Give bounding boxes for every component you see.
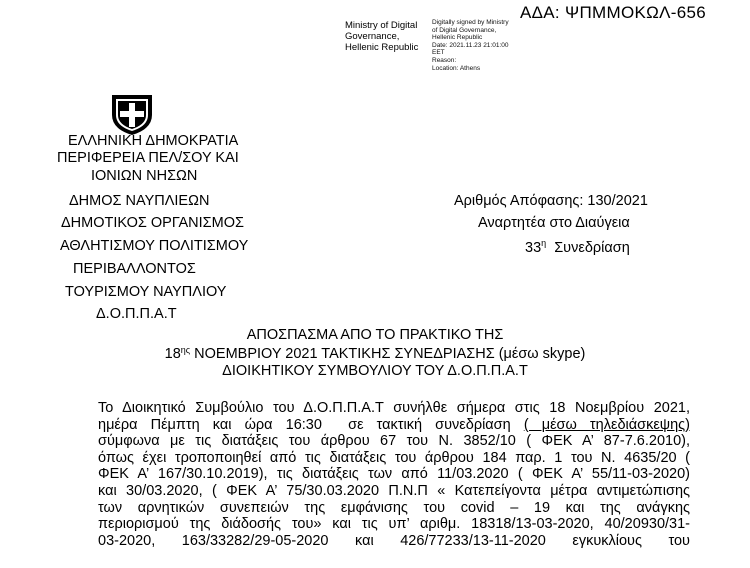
signature-organization xyxy=(345,20,418,53)
signature-detail-line: Hellenic Republic xyxy=(432,34,483,42)
teleconference-note: ( μέσω τηλεδιάσκεψης) xyxy=(523,416,690,433)
extract-title: ΑΠΟΣΠΑΣΜΑ ΑΠΟ ΤΟ ΠΡΑΚΤΙΚΟ ΤΗΣ xyxy=(246,327,504,343)
diavgeia-notice: Αναρτητέα στο Διαύγεια xyxy=(478,215,630,231)
paragraph-line: ημέρα Πέμπτη και ώρα 16:30 σε τακτική συνεδρίαση ( μέσω τηλεδιάσκεψης) xyxy=(98,416,690,433)
paragraph-line: των αρνητικών συνεπειών της εμφάνισης του covid – 19 και της ανάγκης xyxy=(98,499,690,516)
signature-org-line: Governance, xyxy=(345,31,400,42)
authority-line: ΕΛΛΗΝΙΚΗ ΔΗΜΟΚΡΑΤΙΑ xyxy=(68,133,239,149)
paragraph-line: σύμφωνα με τις διατάξεις του άρθρου 67 του Ν. 3852/10 ( ΦΕΚ Α’ 87-7.6.2010), xyxy=(98,433,690,450)
authority-line: ΠΕΡΙΦΕΡΕΙΑ ΠΕΛ/ΣΟΥ ΚΑΙ xyxy=(57,150,239,166)
authority-line: ΔΗΜΟΤΙΚΟΣ ΟΡΓΑΝΙΣΜΟΣ xyxy=(61,215,244,231)
ada-code: ΑΔΑ: ΨΠΜΜΟΚΩΛ-656 xyxy=(520,3,707,22)
authority-line: ΑΘΛΗΤΙΣΜΟΥ ΠΟΛΙΤΙΣΜΟΥ xyxy=(60,238,249,254)
decision-number: Αριθμός Απόφασης: 130/2021 xyxy=(454,193,648,209)
authority-line: ΤΟΥΡΙΣΜΟΥ ΝΑΥΠΛΙΟΥ xyxy=(65,284,227,300)
paragraph-line: 03-2020, 163/33282/29-05-2020 και 426/77233/13-11-2020 εγκυκλίους του xyxy=(98,532,690,549)
authority-line: ΠΕΡΙΒΑΛΛΟΝΤΟΣ xyxy=(73,261,196,277)
signature-detail-line: Date: 2021.11.23 21:01:00 xyxy=(432,41,509,49)
paragraph-line: όπως έχει τροποποιηθεί από τις διατάξεις του άρθρου 184 παρ. 1 του Ν. 4635/20 ( xyxy=(98,449,690,466)
signature-org-line: Hellenic Republic xyxy=(345,42,419,53)
authority-line: ΙΟΝΙΩΝ ΝΗΣΩΝ xyxy=(91,168,198,184)
signature-detail-line: Location: Athens xyxy=(432,64,481,72)
minutes-paragraph xyxy=(98,400,690,549)
paragraph-line: και 30/03.2020, ( ΦΕΚ Α’ 75/30.03.2020 Π.Ν.Π « Κατεπείγοντα μέτρα αντιμετώπισης xyxy=(98,482,690,499)
signature-detail-line: Reason: xyxy=(432,56,457,64)
signature-detail-line: Digitally signed by Ministry xyxy=(432,19,509,26)
paragraph-line: ΦΕΚ Α’ 167/30.10.2019), τις διατάξεις των από 11/03.2020 ( ΦΕΚ Α’ 55/11-03-2020) xyxy=(98,466,690,483)
extract-meeting-date: $18^{\eta\varsigma}$ ΝΟΕΜΒΡΙΟΥ 2021 ΤΑΚΤΙΚΗΣ ΣΥΝΕΔΡΙΑΣΗΣ (μέσω skype) xyxy=(164,345,586,362)
paragraph-line: Το Διοικητικό Συμβούλιο του Δ.Ο.Π.Π.Α.Τ συνήλθε σήμερα στις 18 Νοεμβρίου 2021, xyxy=(98,400,690,416)
session-number: $33^\eta$ Συνεδρίαση xyxy=(525,238,630,256)
authority-line: ΔΗΜΟΣ ΝΑΥΠΛΙΕΩΝ xyxy=(69,193,210,209)
authority-line: Δ.Ο.Π.Π.Α.Τ xyxy=(96,306,177,322)
paragraph-line: περιορισμού της διάδοσής του» και τις υπ’ αριθμ. 18318/13-03-2020, 40/20930/31- xyxy=(98,516,690,533)
signature-detail-line: EET xyxy=(432,49,445,57)
signature-details xyxy=(432,19,509,72)
greek-emblem-icon xyxy=(109,91,155,137)
signature-detail-line: of Digital Governance, xyxy=(432,26,497,34)
signature-org-line: Ministry of Digital xyxy=(345,20,418,31)
extract-board: ΔΙΟΙΚΗΤΙΚΟΥ ΣΥΜΒΟΥΛΙΟΥ ΤΟΥ Δ.Ο.Π.Π.Α.Τ xyxy=(222,363,528,379)
